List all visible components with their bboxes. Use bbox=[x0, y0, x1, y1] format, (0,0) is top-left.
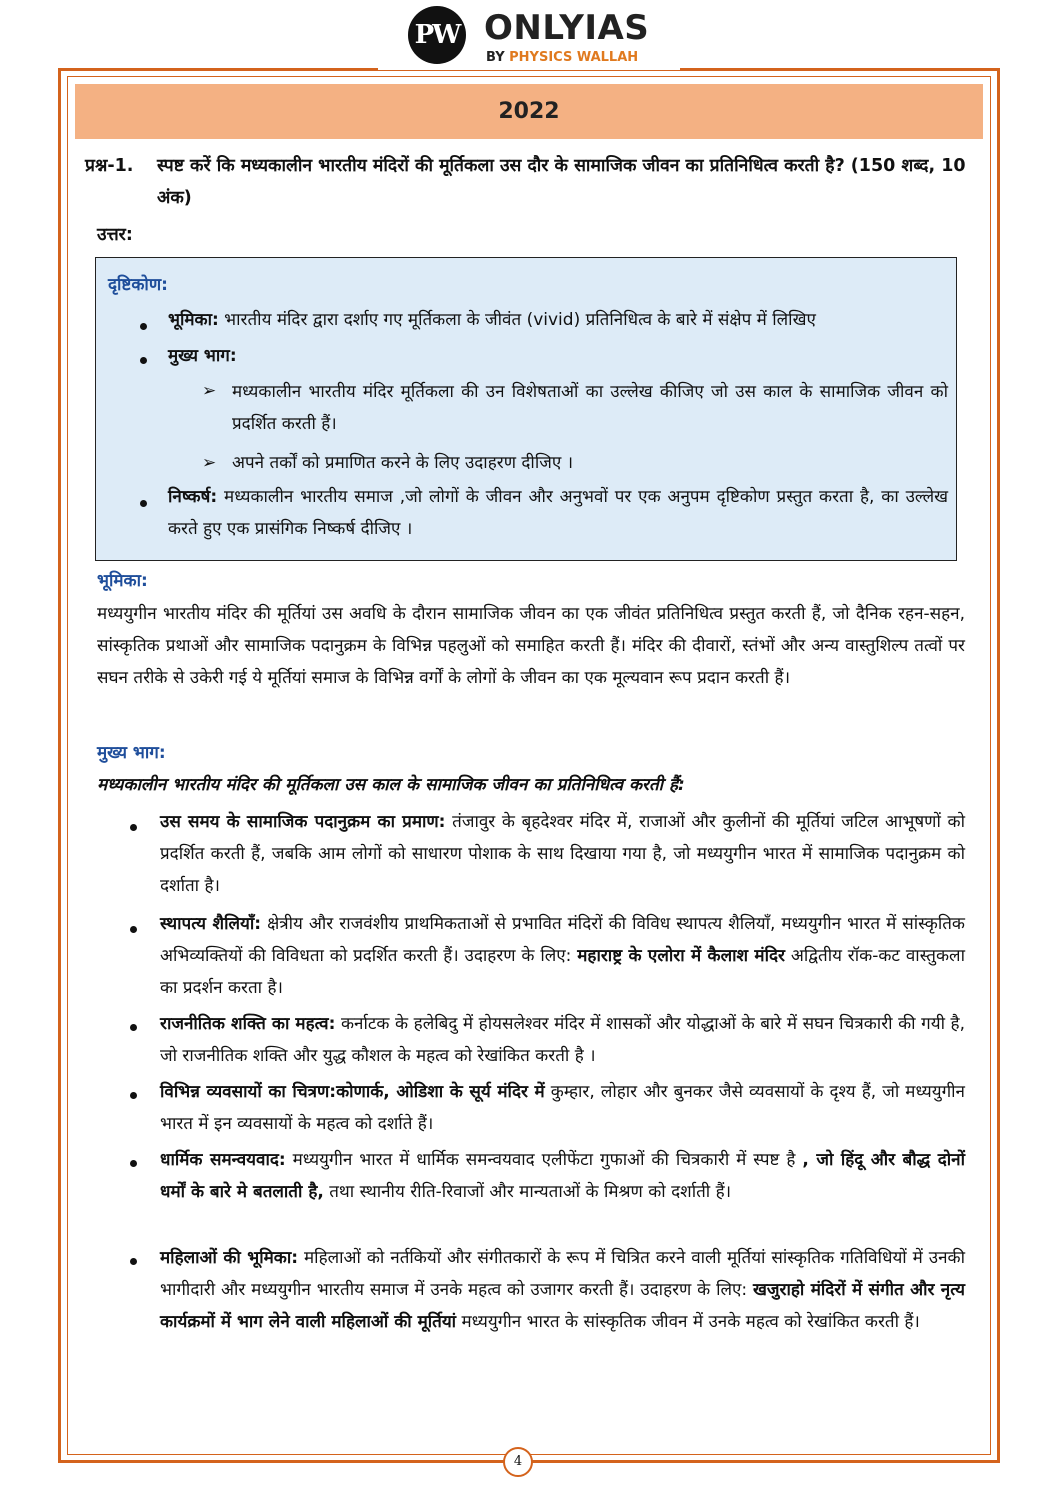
bullet-icon bbox=[140, 323, 147, 330]
arrow-bullet-icon: ➢ bbox=[202, 381, 217, 401]
intro-paragraph: मध्ययुगीन भारतीय मंदिर की मूर्तियां उस अवधि के दौरान सामाजिक जीवन का एक जीवंत प्रतिनिधित्व प्रस्तुत करती हैं, जो दैनिक रहन-सहन, सांस्कृतिक प्रथाओं और सामाजिक पदानुक्रम के विभिन्न पहलुओं को समाहित करती हैं। मंदिर की दीवारों, स्तंभों और अन्य वास्तुशिल्प तत्वों पर सघन तरीके से उकेरी गई ये मूर्तियां समाज के विभिन्न वर्गों के लोगों के जीवन का एक मूल्यवान रूप प्रदान करती हैं। bbox=[97, 604, 965, 688]
approach-intro: भूमिका: भारतीय मंदिर द्वारा दर्शाए गए मूर्तिकला के जीवंत (vivid) प्रतिनिधित्व के बारे में संक्षेप में लिखिए bbox=[168, 310, 816, 330]
main-point: स्थापत्य शैलियाँ: क्षेत्रीय और राजवंशीय प्राथमिकताओं से प्रभावित मंदिरों की विविध स्थापत्य शैलियाँ, मध्ययुगीन भारत में सांस्कृतिक अभिव्यक्तियों की विविधता को प्रदर्शित करती हैं। उदाहरण के लिए: महाराष्ट्र के एलोरा में कैलाश मंदिर अद्वितीय रॉक-कट वास्तुकला का प्रदर्शन करता है। bbox=[160, 914, 965, 998]
main-point: महिलाओं की भूमिका: महिलाओं को नर्तकियों और संगीतकारों के रूप में चित्रित करने वाली मूर्तियां सांस्कृतिक गतिविधियों में उनकी भागीदारी और मध्ययुगीन भारतीय समाज में उनके महत्व को उजागर करती हैं। उदाहरण के लिए: खजुराहो मंदिरों में संगीत और नृत्य कार्यक्रमों में भाग लेने वाली महिलाओं की मूर्तियां मध्ययुगीन भारत के सांस्कृतिक जीवन में उनके महत्व को रेखांकित करती हैं। bbox=[160, 1248, 965, 1332]
bullet-icon bbox=[130, 1160, 137, 1167]
approach-body-label: मुख्य भाग: bbox=[168, 346, 237, 366]
approach-conclusion: निष्कर्ष: मध्यकालीन भारतीय समाज ,जो लोगों के जीवन और अनुभवों पर एक अनुपम दृष्टिकोण प्रस्तुत करता है, का उल्लेख करते हुए एक प्रासंगिक निष्कर्ष दीजिए । bbox=[168, 487, 948, 539]
question-text: स्पष्ट करें कि मध्यकालीन भारतीय मंदिरों की मूर्तिकला उस दौर के सामाजिक जीवन का प्रतिनिधित्व करती है? (150 शब्द, 10 अंक) bbox=[157, 156, 966, 208]
bullet-icon bbox=[130, 1092, 137, 1099]
approach-box bbox=[95, 257, 957, 561]
page-number: 4 bbox=[503, 1447, 533, 1477]
bullet-icon bbox=[130, 824, 137, 831]
bullet-icon bbox=[140, 357, 147, 364]
answer-label: उत्तर: bbox=[97, 225, 133, 245]
main-heading: मुख्य भाग: bbox=[97, 743, 166, 763]
intro-heading: भूमिका: bbox=[97, 571, 148, 591]
bullet-icon bbox=[130, 926, 137, 933]
approach-body-point: अपने तर्कों को प्रमाणित करने के लिए उदाहरण दीजिए । bbox=[232, 453, 574, 473]
main-point: राजनीतिक शक्ति का महत्व: कर्नाटक के हलेबिदु में होयसलेश्वर मंदिर में शासकों और योद्धाओं के बारे में सघन चित्रकारी की गयी है, जो राजनीतिक शक्ति और युद्ध कौशल के महत्व को रेखांकित करती है । bbox=[160, 1014, 965, 1066]
main-point: विभिन्न व्यवसायों का चित्रण:कोणार्क, ओडिशा के सूर्य मंदिर में कुम्हार, लोहार और बुनकर जैसे व्यवसायों के दृश्य हैं, जो मध्ययुगीन भारत में इन व्यवसायों के महत्व को दर्शाते हैं। bbox=[160, 1082, 965, 1134]
main-subheading: मध्यकालीन भारतीय मंदिर की मूर्तिकला उस काल के सामाजिक जीवन का प्रतिनिधित्व करती हैं: bbox=[97, 775, 685, 795]
bullet-icon bbox=[130, 1024, 137, 1031]
approach-body-point: मध्यकालीन भारतीय मंदिर मूर्तिकला की उन विशेषताओं का उल्लेख कीजिए जो उस काल के सामाजिक जीवन को प्रदर्शित करती हैं। bbox=[232, 382, 948, 434]
main-point: उस समय के सामाजिक पदानुक्रम का प्रमाण: तंजावुर के बृहदेश्वर मंदिर में, राजाओं और कुलीनों की मूर्तियां जटिल आभूषणों को प्रदर्शित करती हैं, जबकि आम लोगों को साधारण पोशाक के साथ दिखाया गया है, जो मध्ययुगीन भारत में सामाजिक पदानुक्रम को दर्शाता है। bbox=[160, 812, 965, 896]
year-banner: 2022 bbox=[75, 84, 983, 139]
question-number: प्रश्न-1. bbox=[85, 156, 134, 176]
approach-title: दृष्टिकोण: bbox=[108, 275, 168, 295]
header-logo bbox=[378, 0, 680, 70]
bullet-icon bbox=[130, 1258, 137, 1265]
logo-name: ONLYIAS bbox=[484, 8, 650, 48]
arrow-bullet-icon: ➢ bbox=[202, 453, 217, 473]
pw-logo-icon: PW bbox=[408, 6, 466, 64]
logo-subtitle: BY PHYSICS WALLAH bbox=[486, 50, 639, 65]
main-point: धार्मिक समन्वयवाद: मध्ययुगीन भारत में धार्मिक समन्वयवाद एलीफेंटा गुफाओं की चित्रकारी में स्पष्ट है , जो हिंदू और बौद्ध दोनों धर्मों के बारे मे बतलाती है, तथा स्थानीय रीति-रिवाजों और मान्यताओं के मिश्रण को दर्शाती हैं। bbox=[160, 1150, 965, 1202]
question bbox=[85, 150, 970, 214]
bullet-icon bbox=[140, 500, 147, 507]
